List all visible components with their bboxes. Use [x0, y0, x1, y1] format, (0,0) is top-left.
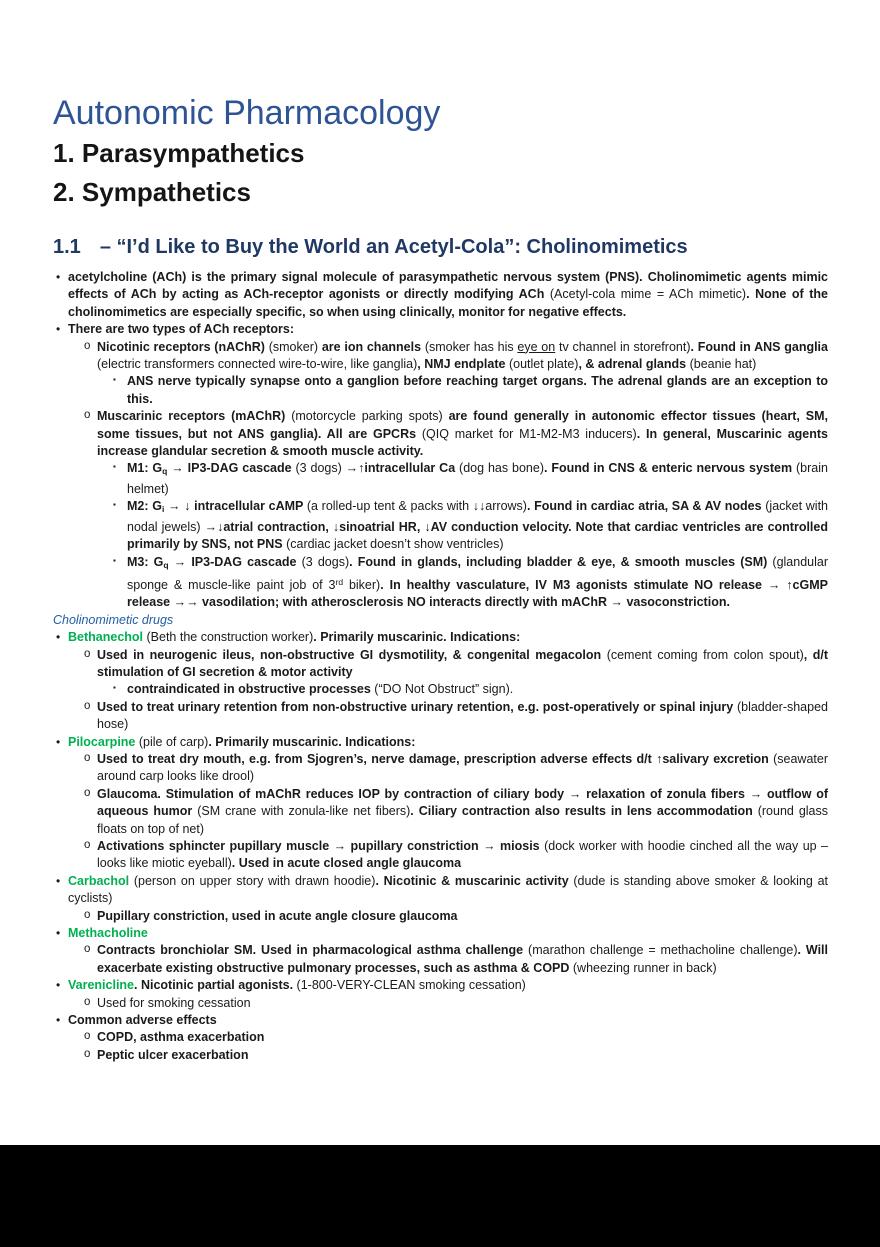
text-run: Used to treat dry mouth, e.g. from Sjogren’s, nerve damage, prescription adverse effects d/t ↑salivary excretion: [97, 751, 774, 766]
text-run: M2: G: [127, 499, 162, 514]
text-run: . Found in ANS ganglia: [690, 339, 828, 354]
text-run: (a rolled-up tent & packs with ↓↓arrows): [306, 499, 527, 514]
text-run: . Nicotinic & muscarinic activity: [375, 873, 574, 888]
text-run: (dog has bone): [459, 461, 544, 476]
text-run: . None of the cholinomimetics are especially specific, so when using clinically, monitor for negative effects.: [68, 287, 828, 319]
bullet-marker: o: [84, 751, 91, 764]
bullet-marker: •: [56, 734, 61, 749]
text-run: (seawater around carp looks like drool): [97, 751, 828, 784]
text-run: i: [161, 504, 165, 515]
text-run: eye on: [517, 339, 556, 354]
text-run: Common adverse effects: [68, 1013, 217, 1028]
bullet-item-level-1: [53, 925, 828, 942]
text-run: rd: [335, 576, 344, 587]
text-run: Pilocarpine: [68, 734, 139, 749]
text-run: , & adrenal glands: [578, 357, 690, 372]
bullet-marker: o: [84, 647, 91, 660]
bullet-marker: o: [84, 409, 91, 422]
drugs-section-label: [53, 612, 828, 629]
text-run: →↑intracellular Ca: [345, 461, 460, 476]
bullet-marker: o: [84, 339, 91, 352]
text-run: COPD, asthma exacerbation: [97, 1030, 265, 1045]
text-run: (“DO Not Obstruct” sign).: [374, 682, 514, 697]
bullet-item-level-1: [53, 873, 828, 908]
text-run: (person on upper story with drawn hoodie): [133, 873, 376, 888]
bullet-item-level-2: [53, 1029, 828, 1046]
text-run: (brain helmet): [127, 461, 828, 496]
text-run: , NMJ endplate: [417, 357, 509, 372]
text-run: (jacket with nodal jewels): [127, 499, 828, 534]
text-run: q: [163, 559, 169, 570]
text-run: , d/t stimulation of GI secretion & motor activity: [97, 647, 829, 679]
bullet-marker: o: [84, 786, 91, 799]
text-run: (QIQ market for M1-M2-M3 inducers): [421, 426, 637, 441]
text-run: (SM crane with zonula-like net fibers): [197, 804, 411, 819]
text-run: . Found in CNS & enteric nervous system: [543, 461, 797, 476]
text-run: . Found in cardiac atria, SA & AV nodes: [526, 499, 766, 514]
text-run: acetylcholine (ACh) is the primary signal molecule of parasympathetic nervous system (PNS). Cholinomimetic agents mimic effects of ACh by acting as ACh-receptor agonists or directly modifying ACh: [68, 270, 828, 302]
text-run: . Primarily muscarinic. Indications:: [208, 734, 416, 749]
text-run: . Ciliary contraction also results in lens accommodation: [410, 804, 758, 819]
bullet-marker: •: [56, 322, 61, 337]
text-run: Nicotinic receptors (nAChR): [97, 339, 269, 354]
text-run: are ion channels: [321, 339, 425, 354]
bullet-marker: •: [56, 978, 61, 993]
bullet-item-level-3: [53, 498, 828, 553]
text-run: contraindicated in obstructive processes: [127, 682, 375, 697]
bullet-item-level-1: [53, 734, 828, 751]
bullet-marker: ▪: [113, 375, 116, 385]
bullet-marker: •: [56, 630, 61, 645]
text-run: (Beth the construction worker): [146, 630, 314, 645]
text-run: (round glass floats on top of net): [97, 804, 828, 836]
text-run: biker): [343, 577, 381, 592]
text-run: (cement coming from colon spout): [606, 647, 804, 662]
text-run: → IP3-DAG cascade: [167, 461, 296, 476]
bullet-item-level-2: [53, 699, 828, 734]
bullet-item-level-2: [53, 995, 828, 1012]
text-run: ANS nerve typically synapse onto a ganglion before reaching target organs. The adrenal glands are an exception to this.: [127, 374, 828, 406]
section-heading: [53, 234, 828, 261]
bullet-marker: •: [56, 873, 61, 888]
bullet-item-level-3: [53, 373, 828, 408]
section-number: 1.1: [53, 236, 81, 258]
text-run: M3: G: [127, 554, 164, 569]
bullet-item-level-2: [53, 786, 828, 838]
text-run: . Nicotinic partial agonists.: [134, 978, 297, 993]
text-run: Methacholine: [68, 926, 148, 941]
text-run: (wheezing runner in back): [572, 960, 717, 975]
bullet-marker: o: [84, 839, 91, 851]
bullet-marker: o: [84, 1047, 91, 1060]
bullet-marker: •: [56, 270, 61, 284]
bullet-marker: ▪: [113, 500, 116, 510]
text-run: (3 dogs): [295, 461, 346, 476]
text-run: . In general, Muscarinic agents increase glandular secretion & smooth muscle activity.: [97, 426, 828, 459]
text-run: (outlet plate): [508, 357, 579, 372]
text-run: (1-800-VERY-CLEAN smoking cessation): [296, 978, 526, 993]
bottom-black-bar: [0, 1145, 880, 1247]
bullet-marker: o: [84, 1030, 91, 1043]
text-run: . Will exacerbate existing obstructive pulmonary processes, such as asthma & COPD: [97, 943, 829, 975]
bullet-item-level-2: [53, 942, 828, 977]
text-run: → ↓ intracellular cAMP: [164, 499, 307, 514]
text-run: (electric transformers connected wire-to-wire, like ganglia): [97, 357, 418, 372]
text-run: Cholinomimetic drugs: [53, 612, 174, 627]
outline-item-parasympathetics: 1. Parasympathetics: [53, 138, 305, 168]
bullet-item-level-2: [53, 838, 828, 873]
text-run: Contracts bronchiolar SM. Used in pharmacological asthma challenge: [97, 943, 529, 958]
bullet-item-level-1: [53, 1012, 828, 1029]
text-run: M1: G: [127, 461, 163, 476]
text-run: Glaucoma. Stimulation of mAChR reduces IOP by contraction of ciliary body → relaxation of zonula fibers → outflow of aqueous humor: [97, 786, 828, 819]
text-run: (smoker): [268, 339, 322, 354]
text-run: . Used in acute closed angle glaucoma: [231, 856, 462, 871]
bullet-item-level-1: [53, 321, 828, 338]
text-run: Used in neurogenic ileus, non-obstructive GI dysmotility, & congenital megacolon: [97, 647, 607, 662]
text-run: tv channel in storefront): [555, 339, 691, 354]
bullet-item-level-1: [53, 269, 828, 321]
bullet-item-level-2: [53, 408, 828, 460]
text-run: →↓atrial contraction, ↓sinoatrial HR, ↓AV conduction velocity. Note that cardiac ventricles are controlled primarily by SNS, not PNS: [127, 519, 828, 552]
bullet-item-level-3: [53, 554, 828, 612]
text-run: There are two types of ACh receptors:: [68, 322, 294, 337]
text-run: (3 dogs): [301, 554, 350, 569]
bullet-marker: o: [84, 995, 91, 1008]
text-run: (bladder-shaped hose): [97, 699, 828, 732]
bullet-item-level-3: [53, 460, 828, 498]
text-run: (dude is standing above smoker & looking at cyclists): [68, 873, 829, 906]
text-run: Peptic ulcer exacerbation: [97, 1047, 249, 1062]
text-run: . Primarily muscarinic. Indications:: [313, 630, 521, 645]
bullet-item-level-1: [53, 629, 828, 646]
bullet-item-level-2: [53, 339, 828, 374]
text-run: Carbachol: [68, 873, 134, 888]
bullet-marker: ▪: [113, 462, 116, 472]
text-run: Bethanechol: [68, 630, 147, 645]
bullet-item-level-2: [53, 1047, 828, 1064]
text-run: (marathon challenge = methacholine challenge): [528, 943, 798, 958]
text-run: . Found in glands, including bladder & eye, & smooth muscles (SM): [349, 554, 773, 569]
text-run: Used for smoking cessation: [97, 995, 251, 1010]
bullet-marker: o: [84, 908, 91, 921]
text-run: (beanie hat): [689, 357, 757, 372]
text-run: Muscarinic receptors (mAChR): [97, 409, 292, 424]
text-run: are found generally in autonomic effector tissues (heart, SM, some tissues, but not ANS ganglia). All are GPCRs: [97, 409, 828, 441]
text-run: (dock worker with hoodie cinched all the way up – looks like miotic eyeball): [97, 839, 828, 871]
text-run: Used to treat urinary retention from non-obstructive urinary retention, e.g. post-operatively or spinal injury: [97, 699, 737, 714]
document-title: Autonomic Pharmacology: [53, 94, 441, 132]
bullet-item-level-1: [53, 977, 828, 994]
bullet-marker: ▪: [113, 683, 116, 693]
bullet-marker: •: [56, 1013, 61, 1028]
bullet-item-level-2: [53, 751, 828, 786]
text-run: (smoker has his: [424, 339, 518, 354]
text-run: Varenicline: [68, 978, 135, 993]
bullet-marker: ▪: [113, 555, 116, 565]
bullet-marker: o: [84, 943, 91, 956]
text-run: (Acetyl-cola mime = ACh mimetic): [549, 287, 747, 302]
section-title: – “I’d Like to Buy the World an Acetyl-Cola”: Cholinomimetics: [99, 236, 688, 258]
document-body: [53, 269, 828, 1064]
text-run: (pile of carp): [138, 734, 209, 749]
bullet-item-level-2: [53, 908, 828, 925]
outline-item-sympathetics: 2. Sympathetics: [53, 177, 251, 207]
document-content: [0, 92, 880, 1064]
text-run: → IP3-DAG cascade: [168, 554, 302, 569]
bullet-marker: •: [56, 926, 61, 941]
text-run: Pupillary constriction, used in acute angle closure glaucoma: [97, 908, 458, 923]
text-run: (motorcycle parking spots): [291, 409, 449, 424]
text-run: Activations sphincter pupillary muscle → pupillary constriction → miosis: [97, 839, 545, 853]
text-run: q: [162, 466, 168, 477]
text-run: (glandular sponge & muscle-like paint job of 3: [127, 554, 828, 592]
bullet-item-level-2: [53, 647, 828, 682]
text-run: . In healthy vasculature, IV M3 agonists stimulate NO release → ↑cGMP release →→ vasodilation; with atherosclerosis NO interacts directly with mAChR → vasoconstriction.: [127, 577, 828, 610]
bullet-marker: o: [84, 699, 91, 712]
bullet-item-level-3: [53, 681, 828, 698]
text-run: (cardiac jacket doesn’t show ventricles): [286, 537, 504, 552]
